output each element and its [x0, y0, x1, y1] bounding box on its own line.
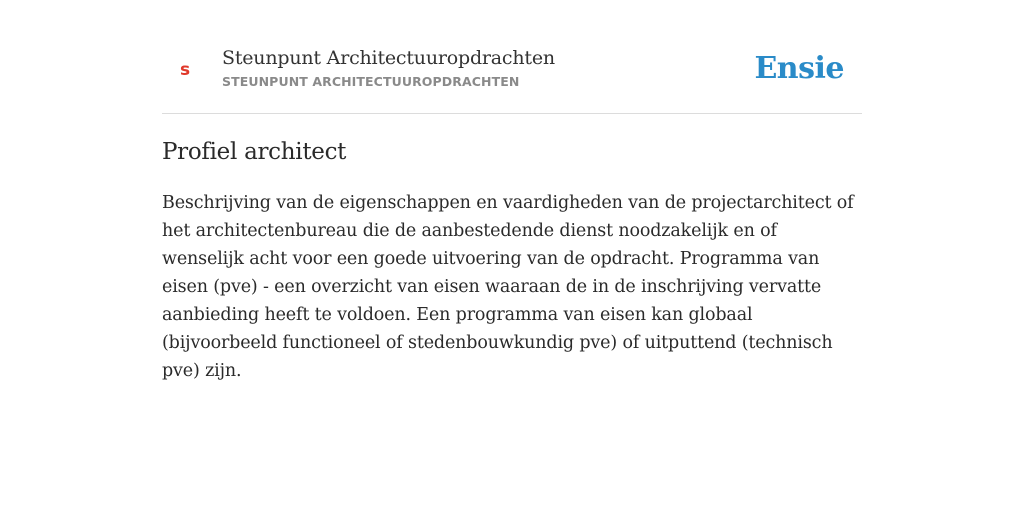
entry-description: Beschrijving van de eigenschappen en vaardigheden van de projectarchitect of het architectenbureau die de aanbestedende dienst noodzakelijk en of wenselijk acht voor een goede uitvoering van de opdracht. Programma van eisen (pve) - een overzicht van eisen waaraan de in de inschrijving vervatte aanbieding heeft te voldoen. Een programma van eisen kan globaal (bijvoorbeeld functioneel of stedenbouwkundig pve) of uitputtend (technisch pve) zijn. — [162, 193, 854, 381]
ensie-logo[interactable]: Ensie — [754, 51, 844, 86]
entry-title: Profiel architect — [162, 139, 347, 165]
definition-card — [162, 0, 862, 512]
source-title[interactable]: Steunpunt Architectuuropdrachten — [222, 47, 555, 69]
card-header — [162, 0, 862, 114]
source-subtitle: STEUNPUNT ARCHITECTUUROPDRACHTEN — [222, 74, 520, 89]
source-logo-icon: s — [179, 60, 191, 80]
